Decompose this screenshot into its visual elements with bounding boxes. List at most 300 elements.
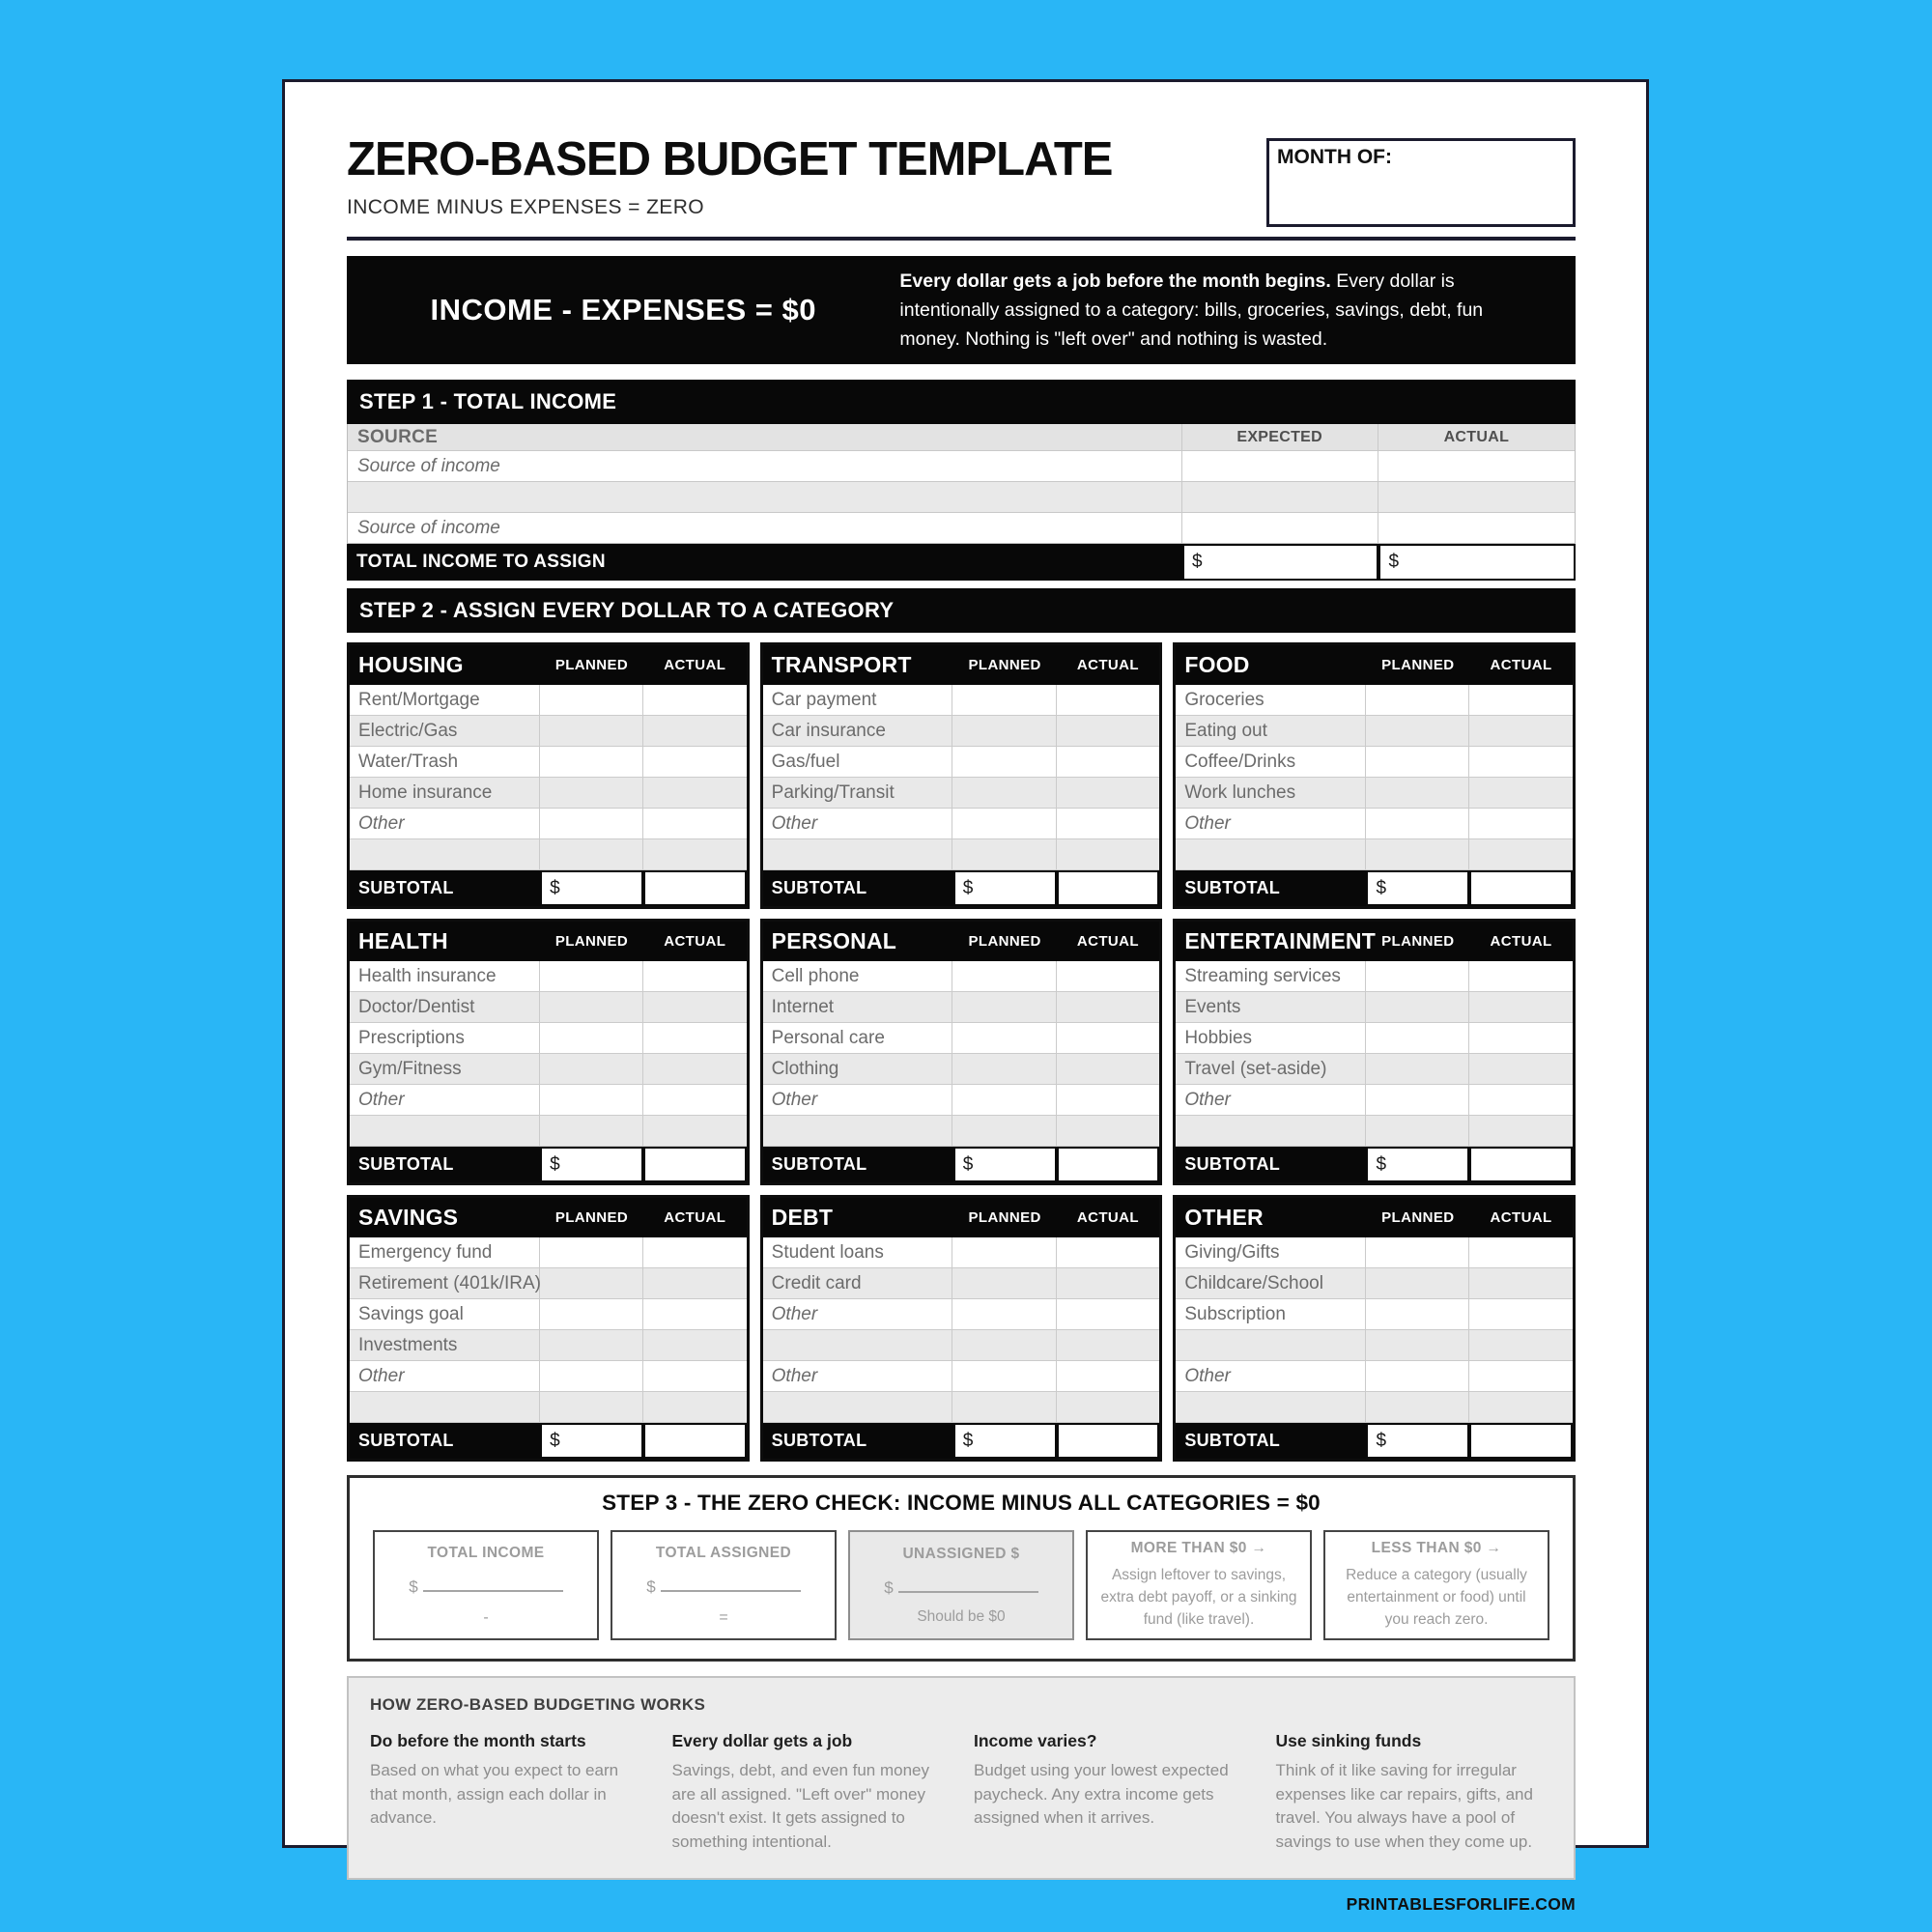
how-column-body: Think of it like saving for irregular expenses like car repairs, gifts, and travel. You always have a pool of savings to use when they come up. xyxy=(1275,1761,1533,1851)
planned-cell[interactable] xyxy=(540,716,644,746)
actual-cell[interactable] xyxy=(643,1392,747,1422)
actual-cell[interactable] xyxy=(1057,1268,1160,1298)
planned-cell[interactable] xyxy=(952,992,1057,1022)
actual-cell[interactable] xyxy=(643,839,747,869)
subtotal-label: SUBTOTAL xyxy=(358,878,454,897)
actual-cell[interactable] xyxy=(1469,1361,1573,1391)
actual-cell[interactable] xyxy=(643,1085,747,1115)
category-row xyxy=(1176,1023,1573,1054)
category-table-personal xyxy=(760,919,1163,1185)
planned-cell[interactable] xyxy=(952,961,1057,991)
category-row xyxy=(350,716,747,747)
category-name: SAVINGS xyxy=(358,1205,459,1230)
how-column-body: Budget using your lowest expected paycheck. Any extra income gets assigned when it arrives. xyxy=(974,1761,1229,1828)
category-row xyxy=(1176,1268,1573,1299)
planned-cell[interactable] xyxy=(540,685,644,715)
planned-cell[interactable] xyxy=(540,1268,643,1298)
category-row xyxy=(763,716,1160,747)
category-row-label[interactable] xyxy=(763,1392,953,1422)
planned-cell[interactable] xyxy=(952,1023,1057,1053)
less-than-zero-body: Reduce a category (usually entertainment or food) until you reach zero. xyxy=(1346,1566,1527,1629)
actual-cell[interactable] xyxy=(1469,961,1573,991)
planned-cell[interactable] xyxy=(540,1237,644,1267)
planned-cell[interactable] xyxy=(540,1361,644,1391)
category-row-label[interactable] xyxy=(350,839,540,869)
subtotal-label: SUBTOTAL xyxy=(1184,878,1281,897)
category-header xyxy=(350,645,747,685)
actual-cell[interactable] xyxy=(643,1299,747,1329)
category-row xyxy=(350,1330,747,1361)
planned-cell[interactable] xyxy=(1366,778,1470,808)
planned-cell[interactable] xyxy=(952,809,1057,838)
less-than-zero-heading: LESS THAN $0 → xyxy=(1371,1539,1502,1556)
category-name: DEBT xyxy=(771,1205,834,1230)
category-row xyxy=(350,1299,747,1330)
category-row-label[interactable] xyxy=(763,839,953,869)
category-row-label[interactable]: Other xyxy=(1176,1085,1366,1115)
category-header xyxy=(763,922,1160,961)
how-column-heading: Use sinking funds xyxy=(1275,1731,1422,1750)
planned-cell[interactable] xyxy=(1366,1392,1470,1422)
category-row xyxy=(1176,1085,1573,1116)
category-row-label: Health insurance xyxy=(350,961,540,991)
planned-column-header: PLANNED xyxy=(554,1209,629,1226)
actual-cell[interactable] xyxy=(643,1023,747,1053)
actual-cell[interactable] xyxy=(1378,451,1575,481)
actual-cell[interactable] xyxy=(643,685,747,715)
actual-cell[interactable] xyxy=(1469,685,1573,715)
planned-cell[interactable] xyxy=(952,747,1057,777)
actual-column-header: ACTUAL xyxy=(1490,1209,1552,1226)
category-header xyxy=(1176,1198,1573,1237)
category-row xyxy=(763,1330,1160,1361)
subtotal-actual-cell[interactable] xyxy=(1057,1423,1160,1459)
actual-cell[interactable] xyxy=(1469,992,1573,1022)
planned-cell[interactable] xyxy=(540,1330,644,1360)
planned-cell[interactable] xyxy=(540,809,644,838)
how-column xyxy=(370,1731,647,1855)
category-row-label: Streaming services xyxy=(1176,961,1366,991)
planned-cell[interactable] xyxy=(1366,1330,1470,1360)
how-column xyxy=(672,1731,950,1855)
category-row-label[interactable]: Other xyxy=(350,1361,540,1391)
income-header-row xyxy=(348,424,1575,451)
subtotal-actual-cell[interactable] xyxy=(1469,1423,1573,1459)
category-row-label[interactable]: Other xyxy=(350,809,540,838)
subtotal-actual-cell[interactable] xyxy=(1469,870,1573,906)
subtotal-planned-cell[interactable] xyxy=(540,1423,643,1459)
category-table-savings xyxy=(347,1195,750,1462)
category-row xyxy=(1176,1237,1573,1268)
dollar-sign: $ xyxy=(962,1153,974,1175)
category-row xyxy=(763,1116,1160,1147)
subtotal-planned-cell[interactable] xyxy=(1366,1423,1469,1459)
actual-cell[interactable] xyxy=(1469,1116,1573,1146)
subtotal-planned-cell[interactable] xyxy=(1366,870,1469,906)
category-row-label: Personal care xyxy=(763,1023,953,1053)
income-total-row xyxy=(347,544,1576,581)
planned-cell[interactable] xyxy=(540,1085,644,1115)
subtotal-planned-cell[interactable] xyxy=(953,1423,1057,1459)
actual-cell[interactable] xyxy=(1057,1330,1160,1360)
planned-cell[interactable] xyxy=(952,839,1057,869)
actual-cell[interactable] xyxy=(643,1116,747,1146)
how-it-works-section xyxy=(347,1676,1576,1880)
subtotal-actual-cell[interactable] xyxy=(643,1147,747,1182)
category-row xyxy=(763,1085,1160,1116)
actual-cell[interactable] xyxy=(1469,1268,1573,1298)
planned-cell[interactable] xyxy=(1366,1361,1470,1391)
planned-cell[interactable] xyxy=(952,685,1057,715)
source-column-header: SOURCE xyxy=(348,424,1182,450)
planned-cell[interactable] xyxy=(952,1330,1057,1360)
category-row xyxy=(763,809,1160,839)
total-assigned-blank[interactable] xyxy=(661,1577,801,1592)
actual-cell[interactable] xyxy=(643,1054,747,1084)
category-row-label: Parking/Transit xyxy=(763,778,953,808)
category-row-label[interactable]: Other xyxy=(763,1085,953,1115)
category-row xyxy=(763,1237,1160,1268)
category-row xyxy=(350,1361,747,1392)
more-than-zero-body: Assign leftover to savings, extra debt payoff, or a sinking fund (like travel). xyxy=(1100,1566,1297,1629)
planned-cell[interactable] xyxy=(540,992,644,1022)
actual-column-header: ACTUAL xyxy=(664,933,726,950)
planned-cell[interactable] xyxy=(952,1299,1057,1329)
category-row-label: Cell phone xyxy=(763,961,953,991)
category-row-label: Doctor/Dentist xyxy=(350,992,540,1022)
month-of-field[interactable] xyxy=(1269,174,1573,224)
expected-cell[interactable] xyxy=(1182,451,1378,481)
category-row xyxy=(763,1361,1160,1392)
planned-cell[interactable] xyxy=(952,1392,1057,1422)
unassigned-box xyxy=(848,1530,1074,1640)
actual-cell[interactable] xyxy=(1057,1361,1160,1391)
actual-cell[interactable] xyxy=(1469,747,1573,777)
category-row-label[interactable] xyxy=(1176,1330,1366,1360)
category-row-label: Travel (set-aside) xyxy=(1176,1054,1366,1084)
equals-operator: = xyxy=(719,1608,728,1626)
how-column-heading: Do before the month starts xyxy=(370,1731,586,1750)
actual-cell[interactable] xyxy=(1057,1085,1160,1115)
total-income-box xyxy=(373,1530,599,1640)
category-row-label: Savings goal xyxy=(350,1299,540,1329)
planned-cell[interactable] xyxy=(1366,1299,1470,1329)
actual-cell[interactable] xyxy=(643,747,747,777)
category-row xyxy=(350,778,747,809)
actual-cell[interactable] xyxy=(1469,809,1573,838)
category-row xyxy=(763,1299,1160,1330)
category-row xyxy=(763,992,1160,1023)
category-row-label: Credit card xyxy=(763,1268,953,1298)
category-row-label[interactable]: Other xyxy=(1176,809,1366,838)
planned-cell[interactable] xyxy=(540,1299,644,1329)
planned-cell[interactable] xyxy=(1366,1116,1470,1146)
category-table-other xyxy=(1173,1195,1576,1462)
actual-column-header: ACTUAL xyxy=(664,1209,726,1226)
category-row xyxy=(1176,1299,1573,1330)
income-source-field[interactable] xyxy=(348,482,1182,512)
planned-cell[interactable] xyxy=(1366,1085,1470,1115)
category-row xyxy=(763,685,1160,716)
actual-cell[interactable] xyxy=(1057,992,1160,1022)
income-row xyxy=(348,451,1575,482)
actual-cell[interactable] xyxy=(1057,747,1160,777)
planned-cell[interactable] xyxy=(952,716,1057,746)
planned-column-header: PLANNED xyxy=(554,657,629,673)
subtotal-planned-cell[interactable] xyxy=(1366,1147,1469,1182)
expected-cell[interactable] xyxy=(1182,482,1378,512)
unassigned-line xyxy=(884,1577,1037,1598)
planned-cell[interactable] xyxy=(952,778,1057,808)
income-source-field[interactable]: Source of income xyxy=(348,451,1182,481)
actual-cell[interactable] xyxy=(1469,1330,1573,1360)
category-row xyxy=(763,839,1160,870)
actual-cell[interactable] xyxy=(643,809,747,838)
subtotal-label: SUBTOTAL xyxy=(358,1431,454,1450)
actual-cell[interactable] xyxy=(1057,1237,1160,1267)
category-row-label[interactable] xyxy=(763,1330,953,1360)
planned-cell[interactable] xyxy=(1366,716,1470,746)
how-column-heading: Income varies? xyxy=(974,1731,1097,1750)
banner-lead: Every dollar gets a job before the month begins. xyxy=(899,270,1331,292)
dollar-sign: $ xyxy=(962,1430,974,1451)
category-row xyxy=(1176,1392,1573,1423)
actual-cell[interactable] xyxy=(1469,1299,1573,1329)
planned-cell[interactable] xyxy=(1366,1268,1470,1298)
category-row-label[interactable] xyxy=(1176,839,1366,869)
actual-cell[interactable] xyxy=(1469,1392,1573,1422)
category-row-label: Investments xyxy=(350,1330,540,1360)
category-row xyxy=(1176,778,1573,809)
category-row-label: Car insurance xyxy=(763,716,953,746)
planned-cell[interactable] xyxy=(540,747,644,777)
planned-column-header: PLANNED xyxy=(968,1209,1041,1226)
unassigned-heading: UNASSIGNED $ xyxy=(902,1545,1020,1562)
actual-cell[interactable] xyxy=(1057,961,1160,991)
planned-cell[interactable] xyxy=(952,1116,1057,1146)
category-row-label: Electric/Gas xyxy=(350,716,540,746)
planned-cell[interactable] xyxy=(1366,685,1470,715)
month-of-label: MONTH OF: xyxy=(1277,146,1392,168)
actual-cell[interactable] xyxy=(643,1361,747,1391)
actual-cell[interactable] xyxy=(1057,1392,1160,1422)
actual-cell[interactable] xyxy=(643,1330,747,1360)
actual-cell[interactable] xyxy=(1057,716,1160,746)
category-header xyxy=(1176,922,1573,961)
category-row-label[interactable]: Other xyxy=(763,1361,953,1391)
category-row xyxy=(350,1268,747,1299)
subtotal-row xyxy=(1176,1423,1573,1459)
category-row-label[interactable] xyxy=(350,1116,540,1146)
category-name: HOUSING xyxy=(358,652,464,677)
category-row-label: Events xyxy=(1176,992,1366,1022)
expected-column-header: EXPECTED xyxy=(1182,424,1378,450)
planned-cell[interactable] xyxy=(1366,809,1470,838)
category-row-label[interactable]: Other xyxy=(763,1299,953,1329)
category-row-label: Groceries xyxy=(1176,685,1366,715)
actual-cell[interactable] xyxy=(1378,513,1575,543)
category-row xyxy=(350,839,747,870)
actual-cell[interactable] xyxy=(1469,839,1573,869)
planned-cell[interactable] xyxy=(540,1054,644,1084)
subtotal-row xyxy=(763,1423,1160,1459)
actual-cell[interactable] xyxy=(643,778,747,808)
category-row xyxy=(350,1054,747,1085)
intro-banner xyxy=(347,256,1576,364)
actual-cell[interactable] xyxy=(1469,716,1573,746)
category-name: HEALTH xyxy=(358,928,448,953)
unassigned-note: Should be $0 xyxy=(917,1607,1006,1625)
subtotal-actual-cell[interactable] xyxy=(1057,870,1160,906)
dollar-sign: $ xyxy=(1376,1430,1387,1451)
subtotal-actual-cell[interactable] xyxy=(643,870,747,906)
minus-operator: - xyxy=(483,1608,489,1626)
subtotal-row xyxy=(1176,1147,1573,1182)
subtotal-planned-cell[interactable] xyxy=(540,1147,643,1182)
planned-cell[interactable] xyxy=(540,961,644,991)
total-income-heading: TOTAL INCOME xyxy=(427,1544,545,1561)
total-actual-cell[interactable] xyxy=(1378,544,1576,581)
planned-cell[interactable] xyxy=(540,1023,644,1053)
dollar-sign: $ xyxy=(1388,552,1400,572)
category-header xyxy=(350,922,747,961)
subtotal-label: SUBTOTAL xyxy=(1184,1431,1281,1450)
planned-cell[interactable] xyxy=(1366,1237,1470,1267)
actual-cell[interactable] xyxy=(1469,1023,1573,1053)
category-row xyxy=(350,992,747,1023)
planned-cell[interactable] xyxy=(1366,839,1470,869)
actual-column-header: ACTUAL xyxy=(664,657,726,673)
banner-text xyxy=(899,267,1576,355)
planned-cell[interactable] xyxy=(952,1361,1057,1391)
dollar-sign: $ xyxy=(646,1577,656,1596)
actual-column-header: ACTUAL xyxy=(1490,657,1552,673)
category-name: OTHER xyxy=(1184,1205,1264,1230)
subtotal-planned-cell[interactable] xyxy=(953,1147,1057,1182)
total-expected-cell[interactable] xyxy=(1182,544,1379,581)
subtotal-actual-cell[interactable] xyxy=(643,1423,747,1459)
planned-cell[interactable] xyxy=(540,1116,644,1146)
planned-cell[interactable] xyxy=(540,778,644,808)
income-source-field[interactable]: Source of income xyxy=(348,513,1182,543)
category-row xyxy=(1176,685,1573,716)
category-row xyxy=(763,778,1160,809)
actual-cell[interactable] xyxy=(643,1268,746,1298)
category-row xyxy=(763,1023,1160,1054)
actual-cell[interactable] xyxy=(1057,778,1160,808)
category-row xyxy=(350,809,747,839)
category-row-label[interactable]: Other xyxy=(1176,1361,1366,1391)
actual-cell[interactable] xyxy=(643,1237,747,1267)
planned-cell[interactable] xyxy=(952,1085,1057,1115)
category-header xyxy=(350,1198,747,1237)
subtotal-label: SUBTOTAL xyxy=(358,1154,454,1174)
category-row-label: Coffee/Drinks xyxy=(1176,747,1366,777)
category-grid xyxy=(347,642,1576,1462)
category-name: FOOD xyxy=(1184,652,1250,677)
category-table-transport xyxy=(760,642,1163,909)
actual-cell[interactable] xyxy=(1469,1054,1573,1084)
actual-cell[interactable] xyxy=(1057,685,1160,715)
planned-cell[interactable] xyxy=(1366,1023,1470,1053)
category-header xyxy=(1176,645,1573,685)
actual-cell[interactable] xyxy=(1469,1085,1573,1115)
how-column-heading: Every dollar gets a job xyxy=(671,1731,853,1750)
planned-cell[interactable] xyxy=(952,1268,1057,1298)
expected-cell[interactable] xyxy=(1182,513,1378,543)
step1-bar: STEP 1 - TOTAL INCOME xyxy=(347,380,1576,424)
planned-cell[interactable] xyxy=(952,1237,1057,1267)
planned-cell[interactable] xyxy=(952,1054,1057,1084)
category-row-label: Giving/Gifts xyxy=(1176,1237,1366,1267)
actual-cell[interactable] xyxy=(643,992,747,1022)
planned-cell[interactable] xyxy=(1366,992,1470,1022)
category-header xyxy=(763,1198,1160,1237)
actual-cell[interactable] xyxy=(1057,839,1160,869)
dollar-sign: $ xyxy=(550,1153,560,1175)
category-name: TRANSPORT xyxy=(771,652,912,677)
category-row-label: Hobbies xyxy=(1176,1023,1366,1053)
how-column-body: Based on what you expect to earn that month, assign each dollar in advance. xyxy=(370,1761,619,1828)
income-row xyxy=(348,513,1575,543)
category-row-label: Internet xyxy=(763,992,953,1022)
actual-cell[interactable] xyxy=(643,961,747,991)
category-row xyxy=(763,1392,1160,1423)
actual-cell[interactable] xyxy=(1469,778,1573,808)
category-row-label: Clothing xyxy=(763,1054,953,1084)
category-row xyxy=(763,1268,1160,1299)
subtotal-actual-cell[interactable] xyxy=(1057,1147,1160,1182)
category-row xyxy=(763,747,1160,778)
actual-cell[interactable] xyxy=(1057,1023,1160,1053)
less-than-zero-box xyxy=(1323,1530,1549,1640)
planned-cell[interactable] xyxy=(1366,747,1470,777)
actual-cell[interactable] xyxy=(1378,482,1575,512)
category-header xyxy=(763,645,1160,685)
subtotal-planned-cell[interactable] xyxy=(540,870,643,906)
category-row xyxy=(350,1023,747,1054)
planned-cell[interactable] xyxy=(540,1392,644,1422)
category-row-label[interactable] xyxy=(763,1116,953,1146)
actual-cell[interactable] xyxy=(1469,1237,1573,1267)
planned-cell[interactable] xyxy=(540,839,644,869)
category-row-label[interactable] xyxy=(1176,1392,1366,1422)
category-row-label: Home insurance xyxy=(350,778,540,808)
category-row-label[interactable]: Other xyxy=(763,809,953,838)
category-row-label[interactable] xyxy=(350,1392,540,1422)
actual-cell[interactable] xyxy=(1057,809,1160,838)
planned-cell[interactable] xyxy=(1366,1054,1470,1084)
subtotal-planned-cell[interactable] xyxy=(953,870,1057,906)
category-row-label[interactable]: Other xyxy=(350,1085,540,1115)
unassigned-blank[interactable] xyxy=(898,1577,1038,1593)
subtotal-actual-cell[interactable] xyxy=(1469,1147,1573,1182)
actual-cell[interactable] xyxy=(1057,1116,1160,1146)
category-name: ENTERTAINMENT xyxy=(1184,928,1376,953)
actual-cell[interactable] xyxy=(1057,1299,1160,1329)
how-column xyxy=(1276,1731,1553,1855)
planned-column-header: PLANNED xyxy=(968,933,1041,950)
category-name: PERSONAL xyxy=(771,928,897,953)
actual-cell[interactable] xyxy=(1057,1054,1160,1084)
footer-site: PRINTABLESFORLIFE.COM xyxy=(1346,1893,1576,1914)
planned-cell[interactable] xyxy=(1366,961,1470,991)
category-row-label[interactable] xyxy=(1176,1116,1366,1146)
category-row-label: Gas/fuel xyxy=(763,747,953,777)
total-income-blank[interactable] xyxy=(423,1577,563,1592)
actual-cell[interactable] xyxy=(643,716,747,746)
planned-column-header: PLANNED xyxy=(1381,1209,1455,1226)
